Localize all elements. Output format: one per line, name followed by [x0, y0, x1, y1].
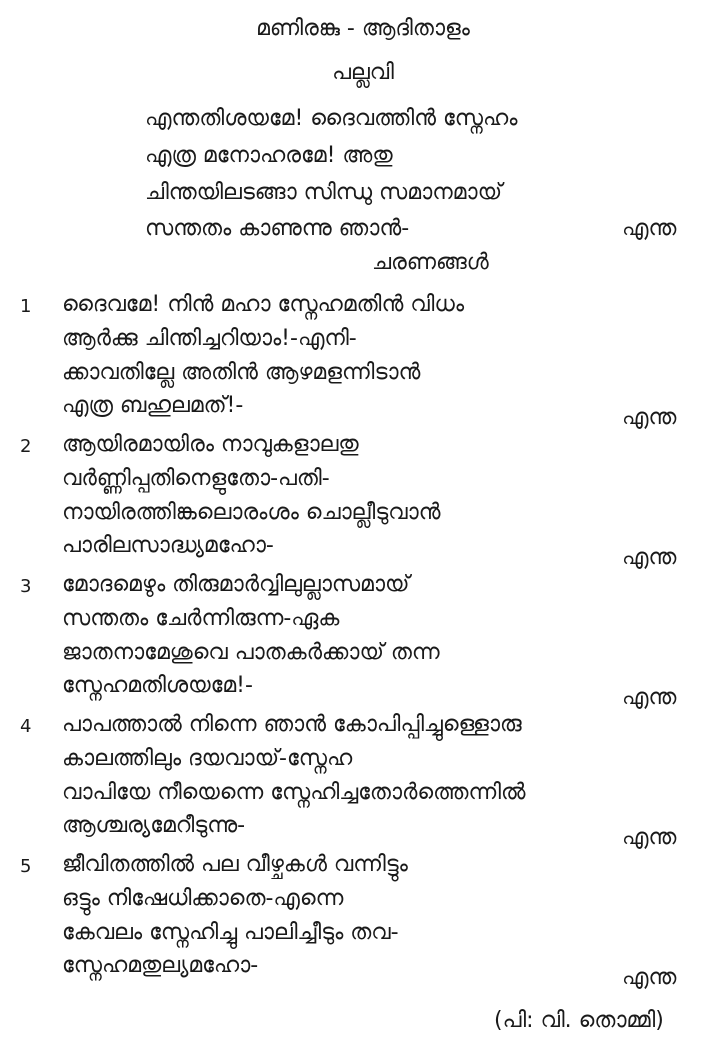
pallavi-heading: പല്ലവി	[332, 60, 394, 85]
refrain-marker: എന്ത	[622, 405, 677, 430]
verse-line: ജാതനാമേശുവെ പാതകർക്കായ് തന്ന	[62, 640, 440, 665]
verse-line: ആയിരമായിരം നാവുകളാലതു	[62, 432, 359, 457]
verse-line: സ്നേഹമതുല്യമഹോ-	[62, 953, 259, 978]
verse-line: പാപത്താൽ നിന്നെ ഞാൻ കോപിപ്പിച്ചുള്ളൊരു	[62, 712, 522, 737]
verse-line: വാപിയേ നീയെന്നെ സ്നേഹിച്ചതോർത്തെന്നിൽ	[62, 780, 526, 805]
verse-line: ജീവിതത്തിൽ പല വീഴ്ചകൾ വന്നിട്ടും	[62, 852, 408, 877]
verse-line: സ്നേഹമതിശയമേ!-	[62, 673, 253, 698]
verse-line: ഒട്ടും നിഷേധിക്കാതെ-എന്നെ	[62, 886, 344, 911]
verse-line: നായിരത്തിങ്കലൊരംശം ചൊല്ലീടുവാൻ	[62, 500, 441, 525]
verse-line: ആർക്കു ചിന്തിച്ചറിയാം!-എനി-	[62, 326, 357, 351]
verse-number: 1	[20, 296, 32, 317]
verse-line: ക്കാവതില്ലേ അതിൻ ആഴമളന്നിടാൻ	[62, 360, 421, 385]
verse-line: ദൈവമേ! നിൻ മഹാ സ്നേഹമതിൻ വിധം	[62, 292, 465, 317]
verse-line: പാരിലസാദ്ധ്യമഹോ-	[62, 533, 274, 558]
raga-tala-title: മണിരങ്കു - ആദിതാളം	[256, 16, 470, 41]
verse-line: ആശ്ചര്യമേറീടുന്നു-	[62, 813, 246, 838]
verse-line: കാലത്തിലും ദയവായ്-സ്നേഹ	[62, 746, 353, 771]
pallavi-line: എന്തതിശയമേ! ദൈവത്തിൻ സ്നേഹം	[145, 106, 518, 131]
refrain-marker: എന്ത	[622, 825, 677, 850]
verse-number: 4	[20, 716, 32, 737]
verse-number: 3	[20, 576, 32, 597]
author-credit: (പി: വി. തൊമ്മി)	[494, 1008, 664, 1033]
verse-line: മോദമെഴും തിരുമാർവ്വിലുല്ലാസമായ്	[62, 572, 410, 597]
refrain-marker: എന്ത	[622, 965, 677, 990]
verse-line: സന്തതം ചേർന്നിരുന്ന-ഏക	[62, 606, 340, 631]
charanangal-heading: ചരണങ്ങൾ	[372, 250, 489, 275]
verse-line: കേവലം സ്നേഹിച്ചു പാലിച്ചീടും തവ-	[62, 920, 399, 945]
refrain-marker: എന്ത	[622, 685, 677, 710]
verse-number: 5	[20, 856, 32, 877]
pallavi-line: ചിന്തയിലടങ്ങാ സിന്ധു സമാനമായ്	[145, 180, 503, 205]
pallavi-line: എത്ര മനോഹരമേ! അതു	[145, 143, 393, 168]
verse-number: 2	[20, 436, 32, 457]
verse-line: വർണ്ണിപ്പതിനെളുതോ-പതി-	[62, 466, 330, 491]
verse-line: എത്ര ബഹുലമത്!-	[62, 393, 244, 418]
pallavi-line: സന്തതം കാണുന്നു ഞാൻ-	[145, 216, 410, 241]
refrain-marker: എന്ത	[622, 545, 677, 570]
refrain-marker: എന്ത	[622, 216, 677, 241]
